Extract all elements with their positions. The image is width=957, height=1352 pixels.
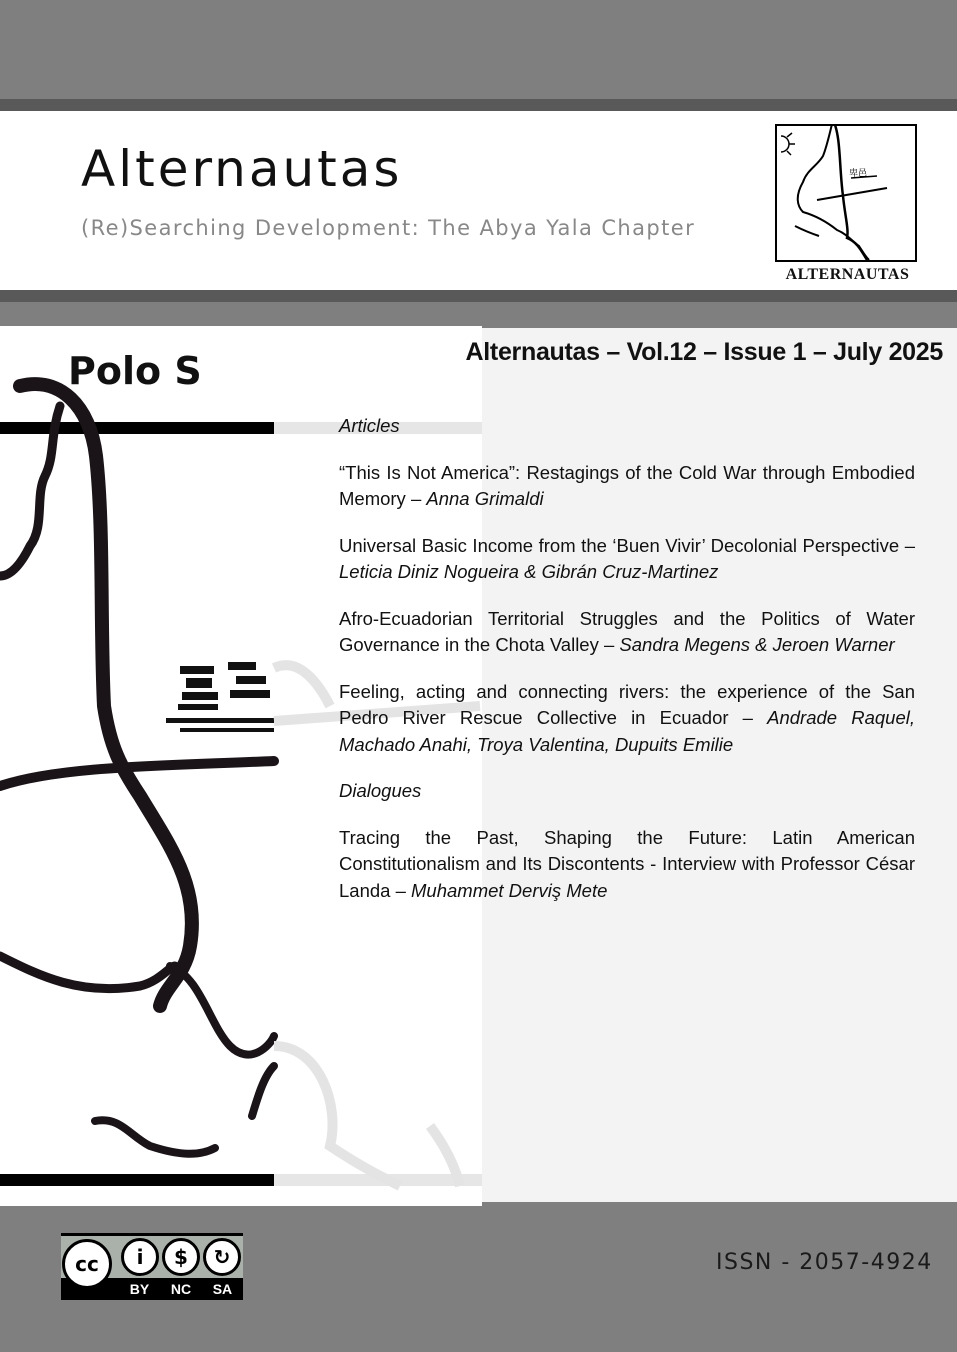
toc-entry[interactable] (339, 533, 915, 586)
middle-dark-stripe (0, 290, 957, 302)
cc-icon: cc (62, 1239, 112, 1289)
entry-authors: Leticia Diniz Nogueira & Gibrán Cruz-Martinez (339, 561, 719, 582)
journal-subtitle: (Re)Searching Development: The Abya Yala Chapter (81, 216, 696, 240)
logo-wordmark: ALTERNAUTAS (785, 266, 910, 283)
entry-authors: Sandra Megens & Jeroen Warner (619, 634, 895, 655)
creative-commons-by-nc-sa-icon (61, 1233, 243, 1300)
toc-entry[interactable] (339, 606, 915, 659)
license-label-nc: NC (170, 1281, 192, 1297)
noncommercial-icon: $ (162, 1238, 200, 1276)
svg-text:卑邑: 卑邑 (849, 169, 868, 179)
toc-entry[interactable] (339, 460, 915, 513)
entry-title: “This Is Not America”: Restagings of the Cold War through Embodied Memory – (339, 461, 915, 509)
license-label-by: BY (129, 1281, 150, 1297)
table-of-contents (339, 413, 915, 924)
journal-title: Alternautas (81, 140, 403, 198)
sharealike-icon: ↻ (203, 1238, 241, 1276)
entry-title: Afro-Ecuadorian Territorial Struggles and the Politics of Water Governance in the Chota Valley – (339, 607, 915, 655)
entry-authors: Muhammet Derviş Mete (411, 879, 608, 901)
entry-title: Feeling, acting and connecting rivers: the experience of the San Pedro River Rescue Collective in Ecuador – (339, 680, 915, 728)
middle-gray-band (0, 302, 957, 328)
entry-authors: Anna Grimaldi (426, 488, 544, 509)
south-america-map-logo-icon (777, 126, 915, 260)
entry-authors: Andrade Raquel, Machado Anahi, Troya Valentina, Dupuits Emilie (339, 707, 915, 755)
license-labels (119, 1281, 243, 1297)
entry-title: Tracing the Past, Shaping the Future: Latin American Constitutionalism and Its Discontents - Interview with Professor César Landa – (339, 826, 915, 901)
top-gray-band (0, 0, 957, 99)
section-heading-articles: Articles (339, 415, 400, 436)
journal-logo (775, 124, 917, 262)
section-heading-dialogues: Dialogues (339, 780, 422, 801)
issn-number: ISSN - 2057-4924 (716, 1250, 933, 1275)
toc-entry[interactable] (339, 825, 915, 905)
top-dark-stripe (0, 99, 957, 111)
issue-title: Alternautas – Vol.12 – Issue 1 – July 2025 (465, 338, 943, 366)
entry-title: Universal Basic Income from the ‘Buen Vivir’ Decolonial Perspective – (339, 534, 915, 556)
polo-s-label: Polo S (68, 349, 202, 393)
license-label-sa: SA (212, 1281, 233, 1297)
toc-entry[interactable] (339, 679, 915, 759)
attribution-icon: i (121, 1238, 159, 1276)
